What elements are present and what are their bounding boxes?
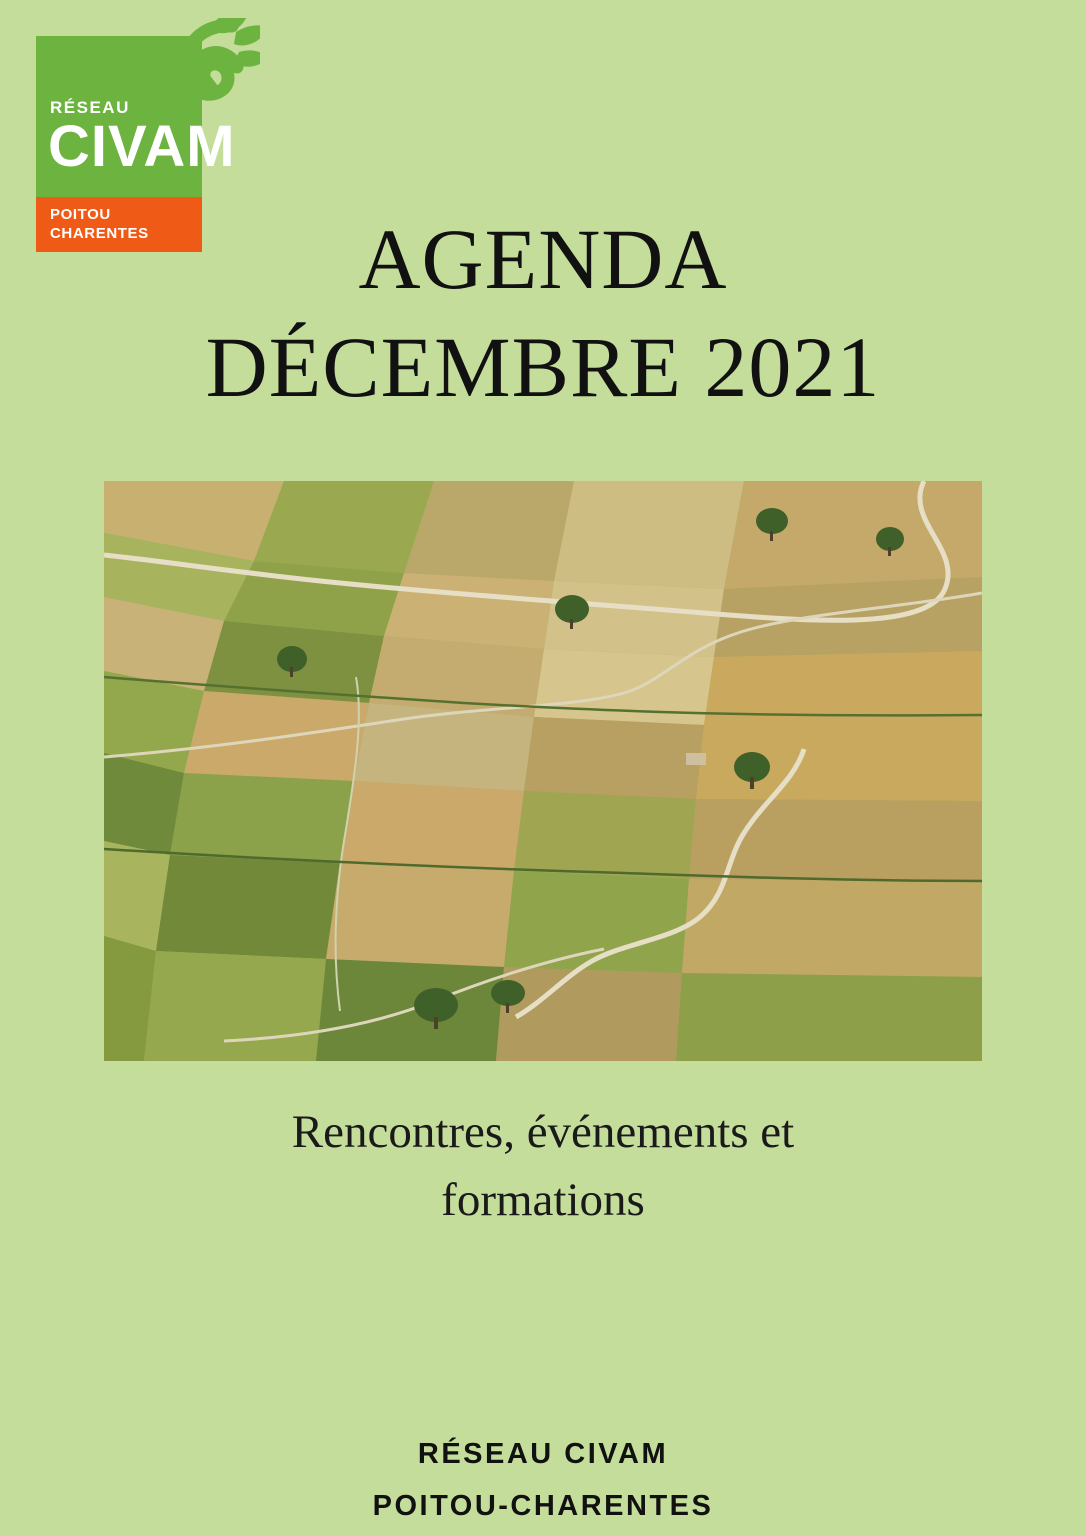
hero-image <box>104 481 982 1061</box>
footer-line2: POITOU-CHARENTES <box>372 1490 714 1522</box>
aerial-farmland-illustration <box>104 481 982 1061</box>
logo-reseau-text: RÉSEAU <box>50 98 130 117</box>
leaf-swirl-icon <box>140 18 260 138</box>
page-subtitle-line1: Rencontres, événements et <box>291 1106 795 1158</box>
page-title-line2: DÉCEMBRE 2021 <box>205 319 881 415</box>
logo-region-line1: POITOU <box>50 206 111 223</box>
page-subtitle <box>143 1098 943 1234</box>
page-subtitle-line2: formations <box>441 1174 645 1226</box>
footer <box>0 1428 1086 1532</box>
page-title-line1: AGENDA <box>358 211 728 307</box>
page-title <box>0 205 1086 421</box>
logo-region-line2: CHARENTES <box>50 225 149 242</box>
footer-line1: RÉSEAU CIVAM <box>417 1438 669 1470</box>
logo-civam-text: CIVAM <box>48 114 236 179</box>
